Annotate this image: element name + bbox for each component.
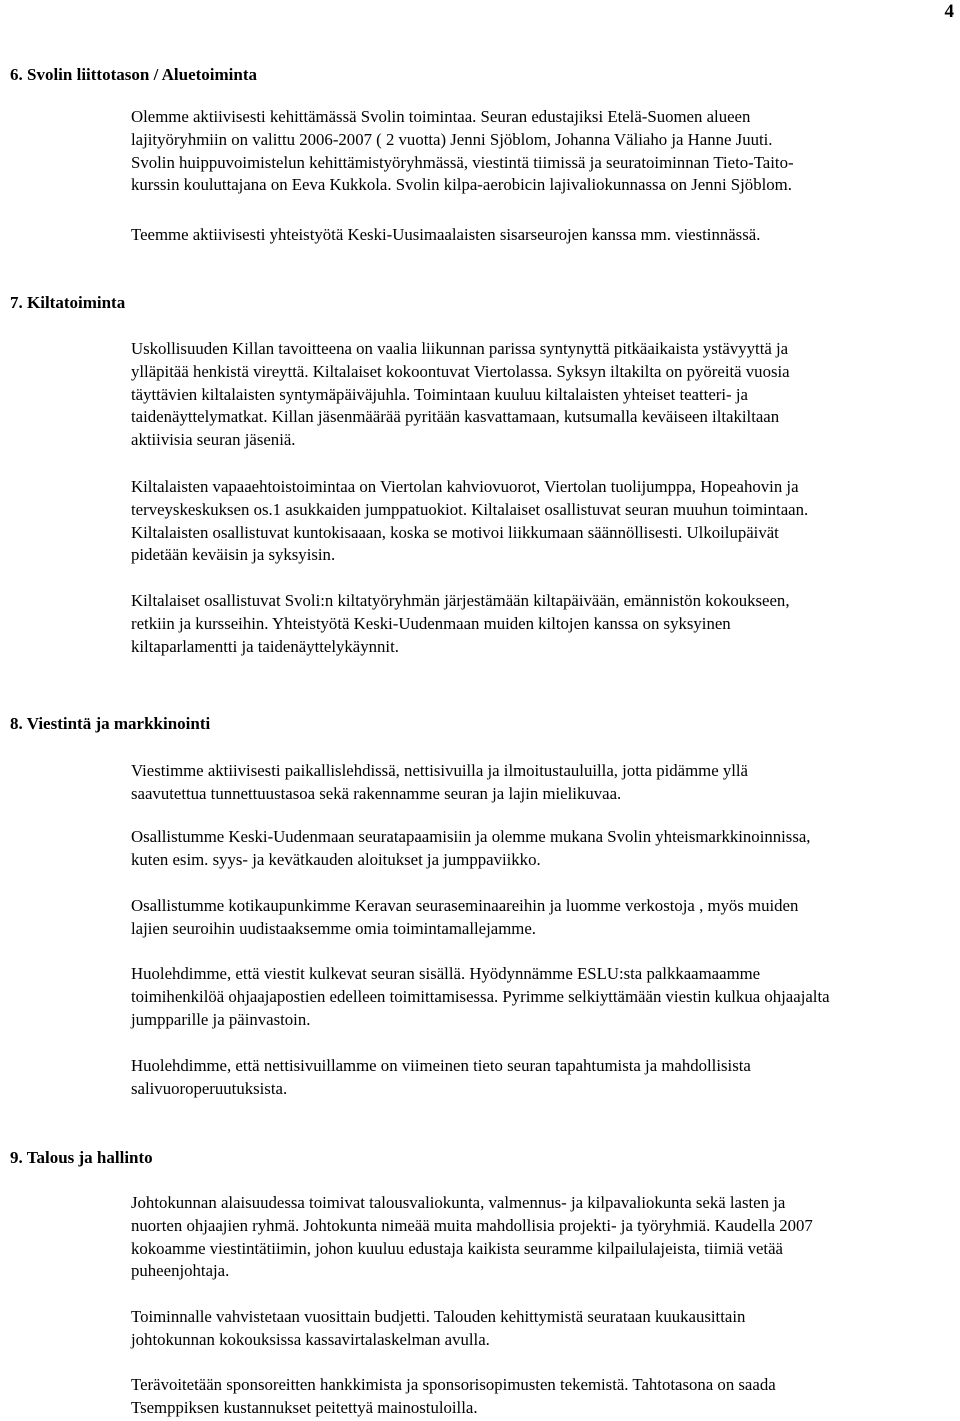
text-line: Osallistumme kotikaupunkimme Keravan seuraseminaareihin ja luomme verkostoja , myös muiden <box>131 896 799 915</box>
text-line: Olemme aktiivisesti kehittämässä Svolin toimintaa. Seuran edustajiksi Etelä-Suomen alueen <box>131 107 751 126</box>
text-line: Toiminnalle vahvistetaan vuosittain budjetti. Talouden kehittymistä seurataan kuukausittain <box>131 1307 746 1326</box>
text-line: kurssin kouluttajana on Eeva Kukkola. Svolin kilpa-aerobicin lajivaliokunnassa on Jenni Sjöblom. <box>131 175 792 195</box>
section-7-paragraph-3 <box>131 590 960 658</box>
section-8-paragraph-2 <box>131 826 960 872</box>
section-9-paragraph-2 <box>131 1306 960 1352</box>
section-8-heading: 8. Viestintä ja markkinointi <box>10 714 211 733</box>
text-line: ylläpitää henkistä vireyttä. Kiltalaiset kokoontuvat Viertolassa. Syksyn iltakilta on pyöreitä vuosia <box>131 361 790 381</box>
text-line: salivuoroperuutuksista. <box>131 1078 288 1098</box>
text-line: kiltaparlamentti ja taidenäyttelykäynnit. <box>131 636 399 656</box>
section-9-paragraph-3 <box>131 1374 960 1420</box>
text-line: jumpparille ja päinvastoin. <box>131 1009 311 1029</box>
section-6-paragraph-2 <box>131 224 960 247</box>
text-line: Svolin huippuvoimistelun kehittämistyöryhmässä, viestintä tiimissä ja seuratoiminnan Tieto-Taito- <box>131 152 794 172</box>
text-line: kokoamme viestintätiimin, johon kuuluu edustaja kaikista seuramme kilpailulajeista, tiimiä vetää <box>131 1238 783 1258</box>
text-line: Kiltalaisten osallistuvat kuntokisaaan, koska se motivoi liikkumaan säännöllisesti. Ulkoilupäivät <box>131 522 779 542</box>
text-line: retkiin ja kursseihin. Yhteistyötä Keski-Uudenmaan muiden kiltojen kanssa on syksyinen <box>131 613 731 633</box>
section-8-paragraph-4 <box>131 963 960 1031</box>
text-line: lajien seuroihin uudistaaksemme omia toimintamallejamme. <box>131 918 536 938</box>
text-line: täyttävien kiltalaisten syntymäpäiväjuhla. Toimintaan kuuluu kiltalaisten yhteiset teatteri- ja <box>131 384 748 404</box>
section-8-paragraph-5 <box>131 1055 960 1101</box>
section-8-paragraph-1 <box>131 760 960 806</box>
text-line: saavutettua tunnettuustasoa sekä rakennamme seuran ja lajin mielikuvaa. <box>131 783 622 803</box>
text-line: aktiivisia seuran jäseniä. <box>131 430 296 450</box>
text-line: Terävoitetään sponsoreitten hankkimista ja sponsorisopimusten tekemistä. Tahtotasona on saada <box>131 1375 776 1394</box>
section-7-paragraph-1 <box>131 338 960 452</box>
text-line: lajityöryhmiin on valittu 2006-2007 ( 2 vuotta) Jenni Sjöblom, Johanna Väliaho ja Hanne Juuti. <box>131 129 773 149</box>
text-line: Tsemppiksen kustannukset peitettyä mainostuloilla. <box>131 1397 478 1417</box>
section-9-paragraph-1 <box>131 1192 960 1283</box>
text-line: nuorten ohjaajien ryhmä. Johtokunta nimeää muita mahdollisia projekti- ja työryhmiä. Kaudella 2007 <box>131 1215 813 1235</box>
text-line: Teemme aktiivisesti yhteistyötä Keski-Uusimaalaisten sisarseurojen kanssa mm. viestinnässä. <box>131 225 761 244</box>
page-number: 4 <box>944 1 954 22</box>
text-line: Kiltalaiset osallistuvat Svoli:n kiltatyöryhmän järjestämään kiltapäivään, emännistön kokoukseen, <box>131 591 790 610</box>
text-line: terveyskeskuksen os.1 asukkaiden jumppatuokiot. Kiltalaiset osallistuvat seuran muuhun toimintaan. <box>131 499 809 519</box>
section-7-paragraph-2 <box>131 476 960 567</box>
section-8-paragraph-3 <box>131 895 960 941</box>
text-line: puheenjohtaja. <box>131 1261 230 1281</box>
text-line: Kiltalaisten vapaaehtoistoimintaa on Viertolan kahviovuorot, Viertolan tuolijumppa, Hopeahovin ja <box>131 477 799 496</box>
text-line: Osallistumme Keski-Uudenmaan seuratapaamisiin ja olemme mukana Svolin yhteismarkkinoinnissa, <box>131 827 811 846</box>
text-line: Uskollisuuden Killan tavoitteena on vaalia liikunnan parissa syntynyttä pitkäaikaista ystävyyttä ja <box>131 339 789 358</box>
text-line: kuten esim. syys- ja kevätkauden aloitukset ja jumppaviikko. <box>131 849 541 869</box>
text-line: taidenäyttelymatkat. Killan jäsenmäärää pyritään kasvattamaan, kutsumalla keväiseen iltakiltaan <box>131 407 780 427</box>
text-line: pidetään keväisin ja syksyisin. <box>131 545 336 565</box>
section-6-heading: 6. Svolin liittotason / Aluetoiminta <box>10 65 257 84</box>
section-6-paragraph-1 <box>131 106 960 197</box>
text-line: Huolehdimme, että nettisivuillamme on viimeinen tieto seuran tapahtumista ja mahdollisista <box>131 1056 751 1075</box>
section-9-heading: 9. Talous ja hallinto <box>10 1148 153 1167</box>
text-line: Viestimme aktiivisesti paikallislehdissä, nettisivuilla ja ilmoitustauluilla, jotta pidämme yllä <box>131 761 749 780</box>
text-line: toimihenkilöä ohjaajapostien edelleen toimittamisessa. Pyrimme selkiyttämään viestin kulkua ohjaajalta <box>131 986 830 1006</box>
text-line: johtokunnan kokouksissa kassavirtalaskelman avulla. <box>131 1329 490 1349</box>
text-line: Huolehdimme, että viestit kulkevat seuran sisällä. Hyödynnämme ESLU:sta palkkaamaamme <box>131 964 761 983</box>
text-line: Johtokunnan alaisuudessa toimivat talousvaliokunta, valmennus- ja kilpavaliokunta sekä lasten ja <box>131 1193 786 1212</box>
section-7-heading: 7. Kiltatoiminta <box>10 293 126 312</box>
